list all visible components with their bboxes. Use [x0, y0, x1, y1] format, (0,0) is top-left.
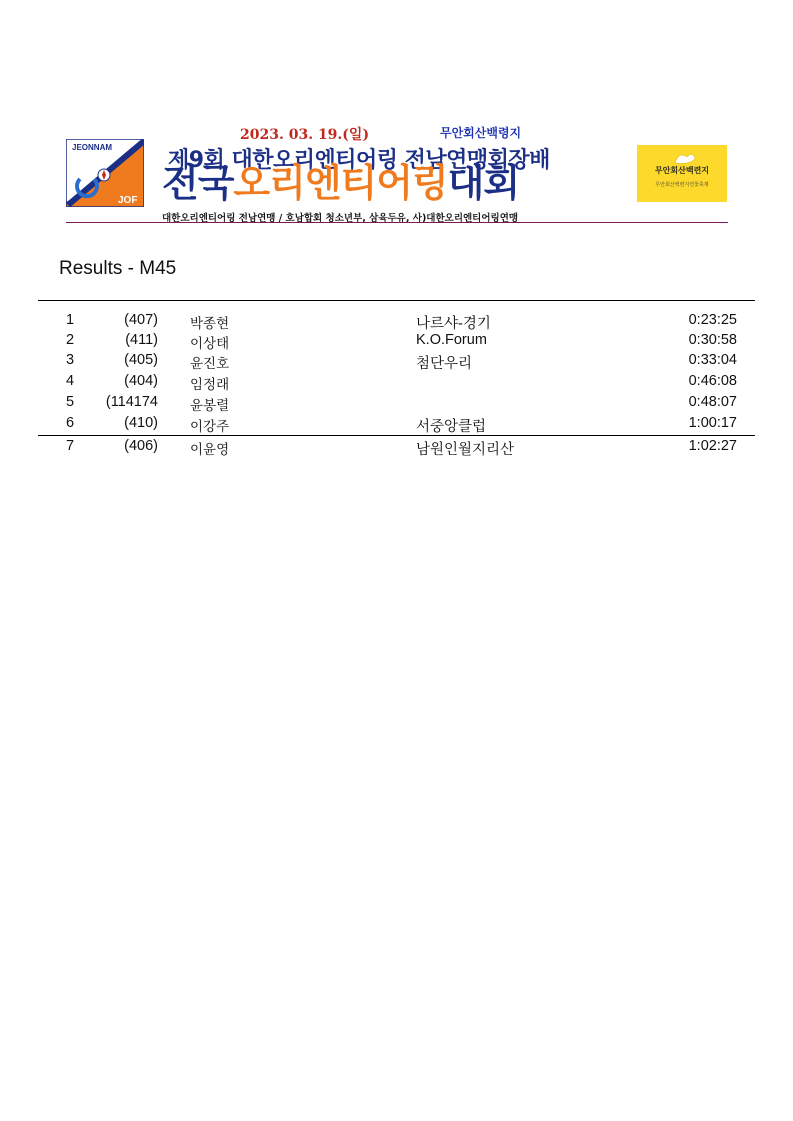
bib-cell: (407)	[124, 312, 158, 328]
event-title-line2	[162, 163, 519, 205]
table-row	[0, 373, 793, 393]
name-cell: 윤봉렬	[190, 398, 230, 414]
time-cell: 1:00:17	[688, 415, 737, 431]
logo-bottom-text: JOF	[118, 195, 138, 206]
table-row	[0, 394, 793, 414]
jeonnam-jof-logo	[66, 139, 144, 207]
table-row	[0, 415, 793, 435]
name-cell: 이상태	[190, 336, 230, 352]
results-title: Results - M45	[59, 258, 177, 279]
title-part-1: 전국	[162, 161, 234, 205]
results-mid-divider	[38, 435, 755, 436]
title-part-2: 오리엔티어링	[233, 161, 448, 205]
club-cell: 서중앙클럽	[416, 419, 487, 435]
bib-cell: (406)	[124, 438, 158, 454]
table-row	[0, 332, 793, 352]
lotus-icon	[637, 147, 727, 167]
rank-cell: 4	[66, 373, 75, 389]
name-cell: 임정래	[190, 377, 230, 393]
bib-cell: (410)	[124, 415, 158, 431]
time-cell: 1:02:27	[688, 438, 737, 454]
club-cell: 남원인월지리산	[416, 442, 515, 458]
rank-cell: 7	[66, 438, 75, 454]
table-row	[0, 438, 793, 458]
rank-cell: 1	[66, 312, 75, 328]
club-cell: 나르샤-경기	[416, 316, 491, 332]
table-row	[0, 312, 793, 332]
event-date: 2023. 03. 19.(일)	[240, 127, 370, 143]
name-cell: 윤진호	[190, 356, 230, 372]
logo-right-subtext: 무안회산백련지연꽃축제	[655, 182, 709, 188]
bib-cell: (404)	[124, 373, 158, 389]
rank-cell: 3	[66, 352, 75, 368]
event-title-line1: 제9회 대한오리엔티어링 전남연맹회장배	[168, 148, 550, 173]
results-top-divider	[38, 300, 755, 301]
time-cell: 0:33:04	[688, 352, 737, 368]
header-divider	[66, 222, 728, 223]
rank-cell: 2	[66, 332, 75, 348]
rank-cell: 5	[66, 394, 75, 410]
logo-right-text: 무안회산백련지	[654, 166, 710, 175]
organizers-line: 대한오리엔티어링 전남연맹 / 호남합회 청소년부, 삼육두유, 사)대한오리엔티어링연맹	[162, 213, 519, 224]
time-cell: 0:23:25	[688, 312, 737, 328]
bib-cell: (114174	[105, 394, 158, 410]
table-row	[0, 352, 793, 372]
title-part-3: 대회	[447, 161, 520, 205]
logo-top-text: JEONNAM	[72, 143, 113, 152]
time-cell: 0:46:08	[688, 373, 737, 389]
bib-cell: (405)	[124, 352, 158, 368]
bib-cell: (411)	[125, 332, 158, 348]
name-cell: 이윤영	[190, 442, 230, 458]
club-cell: K.O.Forum	[416, 332, 487, 348]
name-cell: 이강주	[190, 419, 230, 435]
time-cell: 0:30:58	[688, 332, 737, 348]
name-cell: 박종현	[190, 316, 230, 332]
club-cell: 첨단우리	[416, 356, 473, 372]
rank-cell: 6	[66, 415, 75, 431]
muan-lotus-logo	[637, 145, 727, 202]
event-venue: 무안회산백령지	[440, 126, 522, 140]
time-cell: 0:48:07	[688, 394, 737, 410]
